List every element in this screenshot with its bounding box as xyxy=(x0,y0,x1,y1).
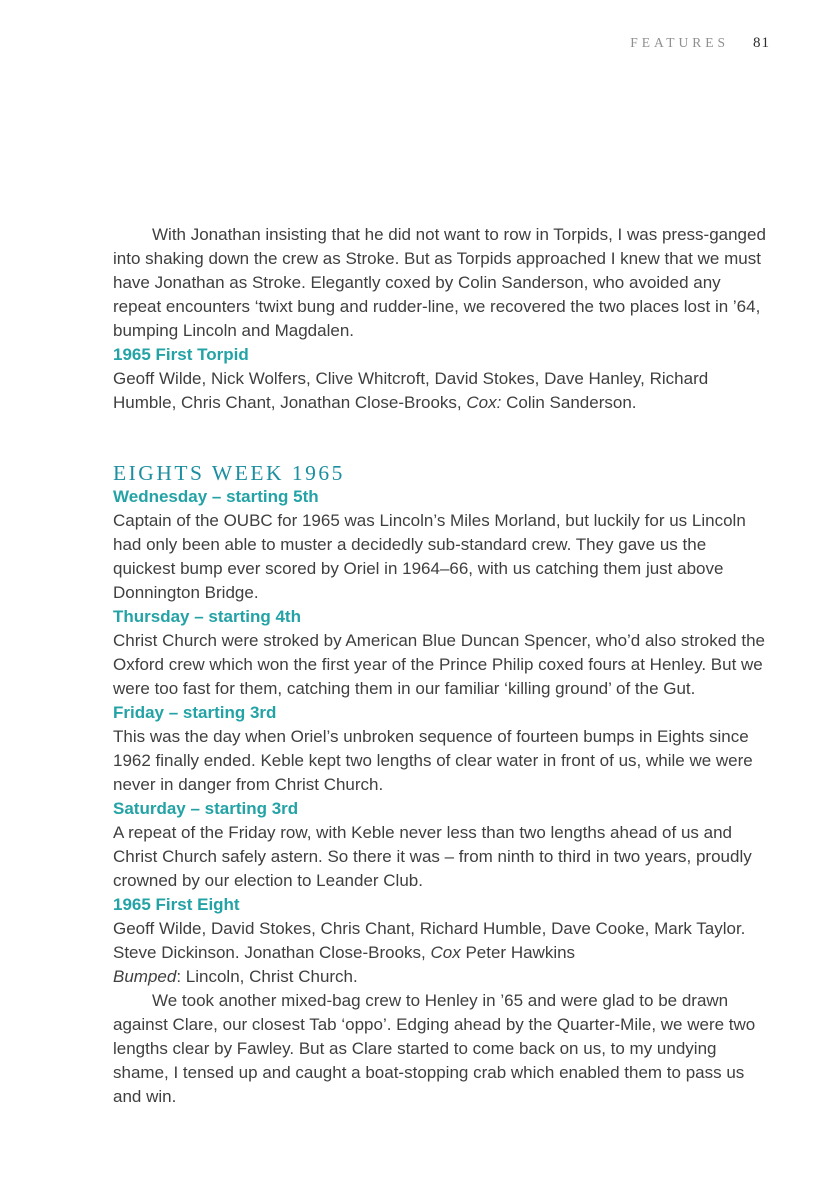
article-body xyxy=(113,223,769,1109)
day-heading-saturday: Saturday – starting 3rd xyxy=(113,799,299,818)
bumped-label: Bumped xyxy=(113,967,177,986)
torpid-crew-heading: 1965 First Torpid xyxy=(113,345,249,364)
torpid-cox-name: Colin Sanderson. xyxy=(501,393,637,412)
torpid-crew-names: Geoff Wilde, Nick Wolfers, Clive Whitcroft, David Stokes, Dave Hanley, Richard Humble, Chris Chant, Jonathan Close-Brooks, xyxy=(113,369,709,412)
day-heading-friday: Friday – starting 3rd xyxy=(113,703,277,722)
eight-crew-list xyxy=(113,917,769,965)
closing-paragraph: We took another mixed-bag crew to Henley in ’65 and were glad to be drawn against Clare, our closest Tab ‘oppo’. Edging ahead by the Quarter-Mile, we were two lengths clear by Fawley. But as Clare started to come back on us, to my undying shame, I tensed up and caught a boat-stopping crab which enabled them to pass us and win. xyxy=(113,991,756,1106)
eight-cox-label: Cox xyxy=(430,943,461,962)
eight-cox-name: Peter Hawkins xyxy=(460,943,576,962)
eight-crew-names: Geoff Wilde, David Stokes, Chris Chant, Richard Humble, Dave Cooke, Mark Taylor. Steve Dickinson. Jonathan Close-Brooks, xyxy=(113,919,746,962)
day-heading-wednesday: Wednesday – starting 5th xyxy=(113,487,319,506)
day-paragraph-saturday: A repeat of the Friday row, with Keble never less than two lengths ahead of us and Christ Church safely astern. So there it was – from ninth to third in two years, proudly crowned by our election to Leander Club. xyxy=(113,823,752,890)
section-heading: EIGHTS WEEK 1965 xyxy=(113,461,345,485)
running-header xyxy=(630,34,770,52)
intro-paragraph: With Jonathan insisting that he did not want to row in Torpids, I was press-ganged into shaking down the crew as Stroke. But as Torpids approached I knew that we must have Jonathan as Stroke. Elegantly coxed by Colin Sanderson, who avoided any repeat encounters ‘twixt bung and rudder-line, we recovered the two places lost in ’64, bumping Lincoln and Magdalen. xyxy=(113,225,766,340)
section-label: FEATURES xyxy=(630,35,729,50)
page-number: 81 xyxy=(753,35,770,51)
bumped-text: : Lincoln, Christ Church. xyxy=(176,967,358,986)
torpid-crew-list xyxy=(113,367,769,415)
day-heading-thursday: Thursday – starting 4th xyxy=(113,607,301,626)
bumped-line xyxy=(113,965,769,989)
day-paragraph-wednesday: Captain of the OUBC for 1965 was Lincoln’s Miles Morland, but luckily for us Lincoln had only been able to muster a decidedly sub-standard crew. They gave us the quickest bump ever scored by Oriel in 1964–66, with us catching them just above Donnington Bridge. xyxy=(113,511,746,602)
torpid-cox-label: Cox: xyxy=(466,393,502,412)
day-paragraph-friday: This was the day when Oriel’s unbroken sequence of fourteen bumps in Eights since 1962 finally ended. Keble kept two lengths of clear water in front of us, while we were never in danger from Christ Church. xyxy=(113,727,753,794)
day-paragraph-thursday: Christ Church were stroked by American Blue Duncan Spencer, who’d also stroked the Oxford crew which won the first year of the Prince Philip coxed fours at Henley. But we were too fast for them, catching them in our familiar ‘killing ground’ of the Gut. xyxy=(113,631,765,698)
eight-crew-heading: 1965 First Eight xyxy=(113,895,240,914)
